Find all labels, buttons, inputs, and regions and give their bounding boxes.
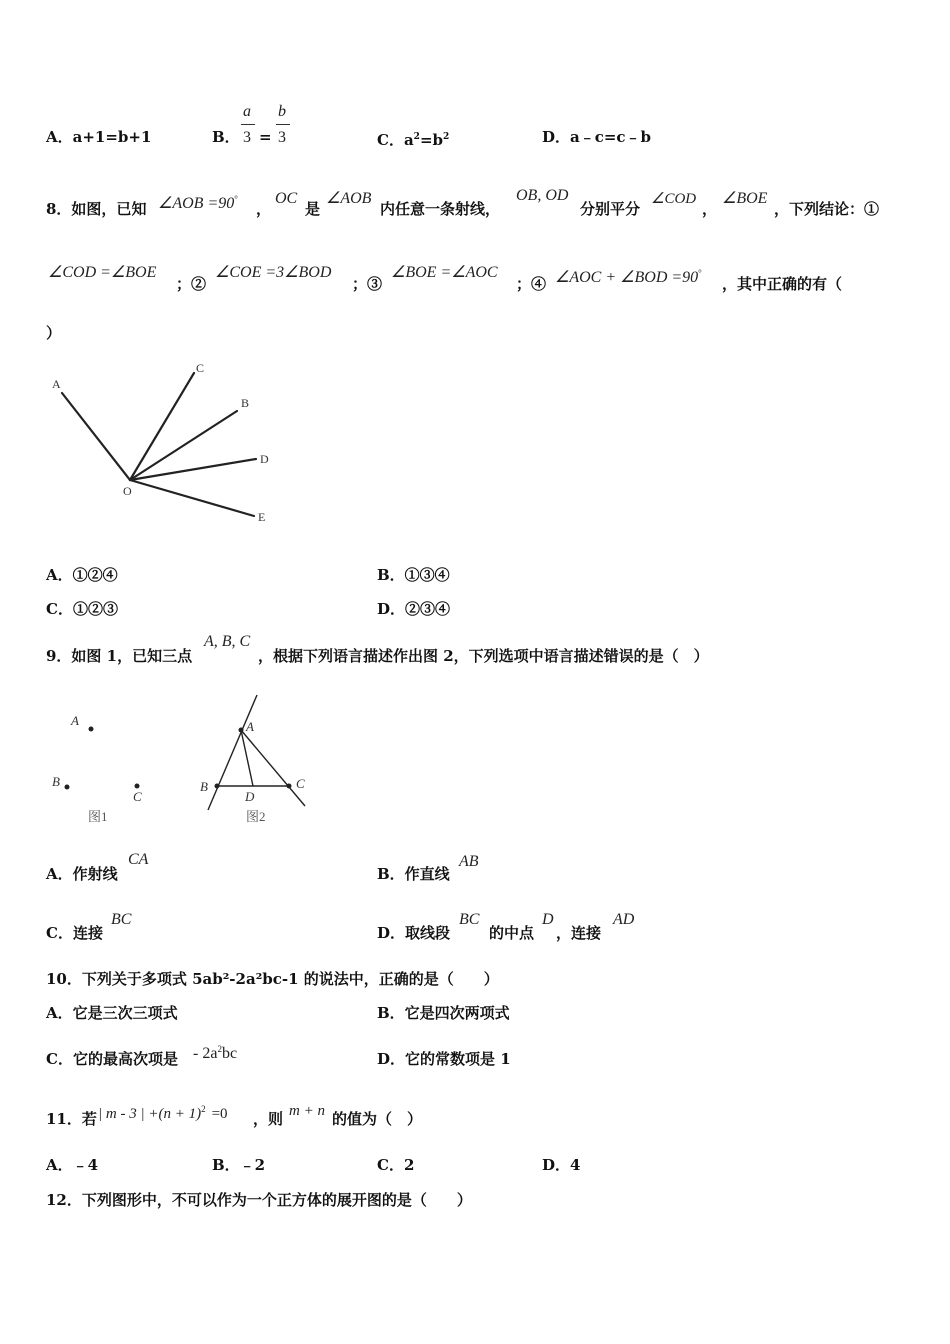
q8-math-coe-eq-3bod: ∠COE =3∠BOD [215,264,332,281]
q9-option-d-math-2: D [542,911,554,928]
q9-option-d-math-3: AD [613,911,635,928]
q8-math-ob-od: OB, OD [516,187,569,204]
q7-option-b-den-b: 3 [278,129,286,146]
point-label-c: C [296,776,305,791]
q8-text-4: 内任意一条射线， [380,200,501,218]
math-expr: - 2a [193,1045,218,1062]
q7-option-b-den-a: 3 [243,129,251,146]
point-label-b: B [241,396,250,410]
q11-option-a: A．﹣4 [46,1156,99,1174]
figure-caption: 图2 [246,809,266,824]
q11-text-3: 的值为（ ） [332,1110,423,1128]
q9-option-b: B．作直线 [377,865,450,883]
superscript: 2 [217,1044,222,1054]
q7-option-b-label: B． [212,128,240,146]
q9-option-d-math-1: BC [459,911,480,928]
point-label-d: D [260,452,269,466]
point-label-d: D [245,789,255,804]
q11-option-b: B．﹣2 [212,1156,266,1174]
point-label-b: B [52,774,60,789]
q9-option-c: C．连接 [46,924,103,942]
q10-option-a: A．它是三次三项式 [46,1004,178,1022]
q8-text-5: 分别平分 [580,200,641,218]
q12-stem: 12．下列图形中，不可以作为一个正方体的展开图的是（ ） [46,1191,472,1209]
superscript: 2 [201,1104,206,1114]
point-label-c: C [133,789,142,804]
q11-text-1: 11．若 [46,1110,97,1128]
q10-option-d: D．它的常数项是 1 [377,1050,511,1068]
q8-math-oc: OC [275,190,298,207]
q9-option-c-math: BC [111,911,132,928]
fraction-bar [276,124,290,125]
point-b [215,784,220,789]
point-label-c: C [196,361,205,375]
q9-option-a: A．作射线 [46,865,118,883]
q8-rays-figure [40,355,290,535]
point-c [135,784,140,789]
point-c [287,784,292,789]
q8-math-cod: ∠COD [651,191,697,207]
degree-sup: ° [234,194,238,204]
q8-math-aob: ∠AOB [326,190,372,207]
ray-ob [130,411,237,480]
q9-figure-1 [40,700,170,830]
q7-option-c-pre: C．a [377,131,414,149]
q7-option-d: D．a﹣c=c﹣b [542,128,652,146]
q11-math-condition [98,1100,228,1123]
q10-option-c: C．它的最高次项是 [46,1050,178,1068]
q8-option-a: A．①②④ [46,566,118,584]
point-a [89,727,94,732]
q9-text-1: 9．如图 1，已知三点 [46,647,193,665]
ray-oe [130,480,254,516]
q8-math-cod-eq-boe: ∠COD =∠BOE [48,264,157,281]
point-label-a: A [52,377,61,391]
segment-ad [241,730,253,786]
q9-option-a-math: CA [128,851,149,868]
q10-stem: 10．下列关于多项式 5ab²-2a²bc-1 的说法中，正确的是（ ） [46,970,499,988]
q8-text-12: ） [46,324,62,342]
q11-text-2: ，则 [253,1110,284,1128]
q9-option-b-math: AB [459,853,479,870]
point-label-a: A [71,713,79,728]
q8-text-8: ；② [176,275,207,293]
q7-option-b-num-b: b [278,103,286,120]
degree-sup: ° [698,268,702,278]
rays [62,373,256,516]
q8-text-2: ， [256,200,272,218]
point-label-b: B [200,779,208,794]
q8-text-9: ；③ [352,275,383,293]
superscript: 2 [413,132,420,142]
q11-option-c: C．2 [377,1156,415,1174]
q8-math-boe: ∠BOE [722,190,768,207]
q7-option-c [377,128,449,149]
point-b [65,785,70,790]
q8-option-b: B．①③④ [377,566,450,584]
point-a [239,728,244,733]
q10-option-c-math [193,1040,237,1063]
math-expr: ∠AOC + ∠BOD =90 [555,269,699,286]
q7-option-b-equals: = [259,128,272,146]
point-label-o: O [123,484,132,498]
q8-text-10: ；④ [516,275,547,293]
math-expr: =0 [211,1106,228,1122]
q7-option-b-num-a: a [243,103,251,120]
point-label-a: A [246,719,254,734]
q8-text-7: ，下列结论：① [774,200,880,218]
q8-math-aob90 [158,190,238,213]
q7-option-c-mid: =b [419,131,443,149]
q9-option-d-2: 的中点 [489,924,535,942]
q8-text-11: ，其中正确的有（ [722,275,843,293]
q8-math-aoc-bod-90 [555,264,702,287]
math-expr: bc [221,1045,238,1062]
q8-option-d: D．②③④ [377,600,451,618]
q10-option-b: B．它是四次两项式 [377,1004,510,1022]
q9-option-d-1: D．取线段 [377,924,451,942]
q11-option-d: D．4 [542,1156,581,1174]
q8-text-6: ， [702,200,718,218]
figure-caption: 图1 [88,809,108,824]
q9-figure-2 [195,690,325,830]
ray-oa [62,393,130,480]
fraction-bar [241,124,255,125]
q8-math-boe-eq-aoc: ∠BOE =∠AOC [391,264,498,281]
math-expr: | m - 3 | +(n + 1) [98,1106,202,1122]
q11-math-m-plus-n: m + n [289,1103,325,1119]
ray-od [130,459,256,480]
ray-oc [130,373,194,480]
math-expr: ∠AOB =90 [158,195,235,212]
q7-option-a: A．a+1=b+1 [46,128,152,146]
q9-text-2: ，根据下列语言描述作出图 2，下列选项中语言描述错误的是（ ） [258,647,709,665]
q8-text-1: 8．如图，已知 [46,200,147,218]
q9-math-abc: A, B, C [204,633,251,650]
q8-option-c: C．①②③ [46,600,118,618]
superscript: 2 [443,132,450,142]
lines [208,695,305,810]
q9-option-d-3: ，连接 [556,924,602,942]
q8-text-3: 是 [305,200,321,218]
point-label-e: E [258,510,266,524]
